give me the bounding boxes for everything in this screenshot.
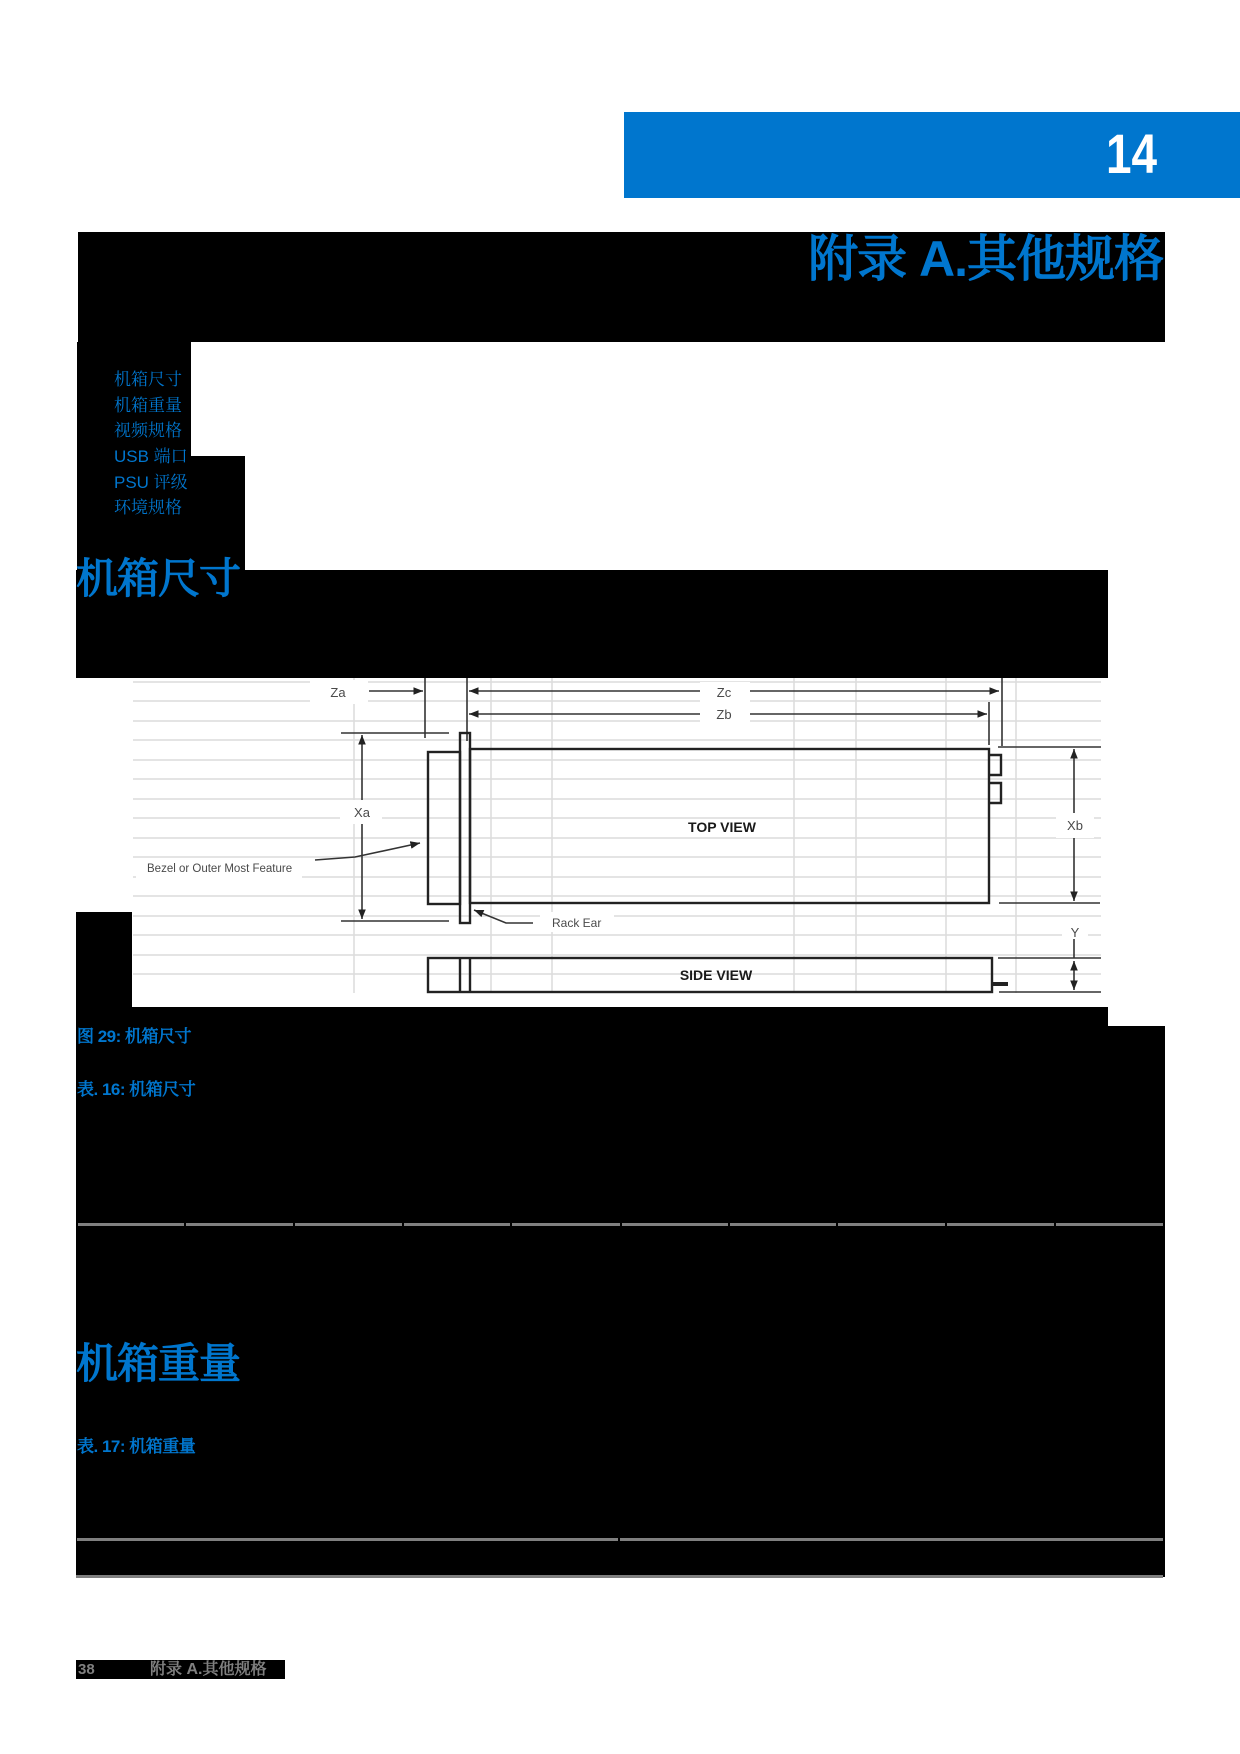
table-header-rule bbox=[1056, 1223, 1163, 1226]
dimension-label-xa: Xa bbox=[354, 805, 370, 820]
rear-connector bbox=[989, 755, 1001, 775]
table-header-rule bbox=[77, 1538, 618, 1541]
redaction-mask bbox=[76, 1026, 1165, 1577]
rack-ear-outline bbox=[460, 733, 470, 923]
table-header-rule bbox=[730, 1223, 836, 1226]
table-header-rule bbox=[404, 1223, 510, 1226]
table-header-rule bbox=[947, 1223, 1054, 1226]
section-heading-chassis-weight: 机箱重量 bbox=[76, 1340, 241, 1387]
dimension-label-y: Y bbox=[1070, 925, 1080, 940]
dimension-label-zb: Zb bbox=[716, 707, 732, 722]
table-caption: 表. 16: 机箱尺寸 bbox=[77, 1080, 196, 1099]
section-heading-chassis-dimensions: 机箱尺寸 bbox=[76, 555, 241, 602]
table-header-rule bbox=[186, 1223, 293, 1226]
toc-link-video-specs[interactable]: 视频规格 bbox=[114, 421, 182, 440]
bezel-label: Bezel or Outer Most Feature bbox=[147, 863, 293, 875]
dimension-label-zc: Zc bbox=[716, 685, 732, 700]
gridlines bbox=[133, 678, 1101, 993]
dimension-label-xb: Xb bbox=[1067, 818, 1083, 833]
table-header-rule bbox=[78, 1223, 184, 1226]
bezel-outline bbox=[428, 752, 460, 904]
redaction-mask bbox=[76, 1007, 1108, 1026]
toc-link-environmental-specs[interactable]: 环境规格 bbox=[114, 498, 182, 517]
label-backgrounds bbox=[136, 680, 1094, 938]
figure-caption: 图 29: 机箱尺寸 bbox=[77, 1027, 192, 1046]
toc-link-chassis-dimensions[interactable]: 机箱尺寸 bbox=[114, 370, 182, 389]
top-view-label: TOP VIEW bbox=[688, 819, 756, 835]
table-caption: 表. 17: 机箱重量 bbox=[77, 1437, 196, 1456]
chapter-number: 14 bbox=[1106, 122, 1158, 185]
table-header-rule bbox=[512, 1223, 620, 1226]
toc-link-psu-rating[interactable]: PSU 评级 bbox=[114, 473, 188, 492]
rack-ear-label: Rack Ear bbox=[552, 916, 602, 930]
table-header-rule bbox=[295, 1223, 402, 1226]
toc-link-usb-ports[interactable]: USB 端口 bbox=[114, 447, 188, 466]
chapter-title: 附录 A.其他规格 bbox=[808, 231, 1163, 287]
table-header-rule bbox=[622, 1223, 728, 1226]
chassis-dimensions-diagram bbox=[132, 678, 1108, 1007]
table-header-rule bbox=[838, 1223, 945, 1226]
toc-link-chassis-weight[interactable]: 机箱重量 bbox=[114, 396, 182, 415]
dimension-label-za: Za bbox=[330, 685, 346, 700]
footer-section-title: 附录 A.其他规格 bbox=[150, 1661, 267, 1678]
table-header-rule bbox=[620, 1538, 1163, 1541]
side-view-label: SIDE VIEW bbox=[679, 967, 753, 983]
dimension-lines bbox=[315, 678, 1101, 992]
rear-connector bbox=[989, 783, 1001, 803]
footer-page-number: 38 bbox=[78, 1661, 95, 1678]
table-bottom-rule bbox=[76, 1575, 1163, 1578]
redaction-mask bbox=[76, 912, 133, 1007]
